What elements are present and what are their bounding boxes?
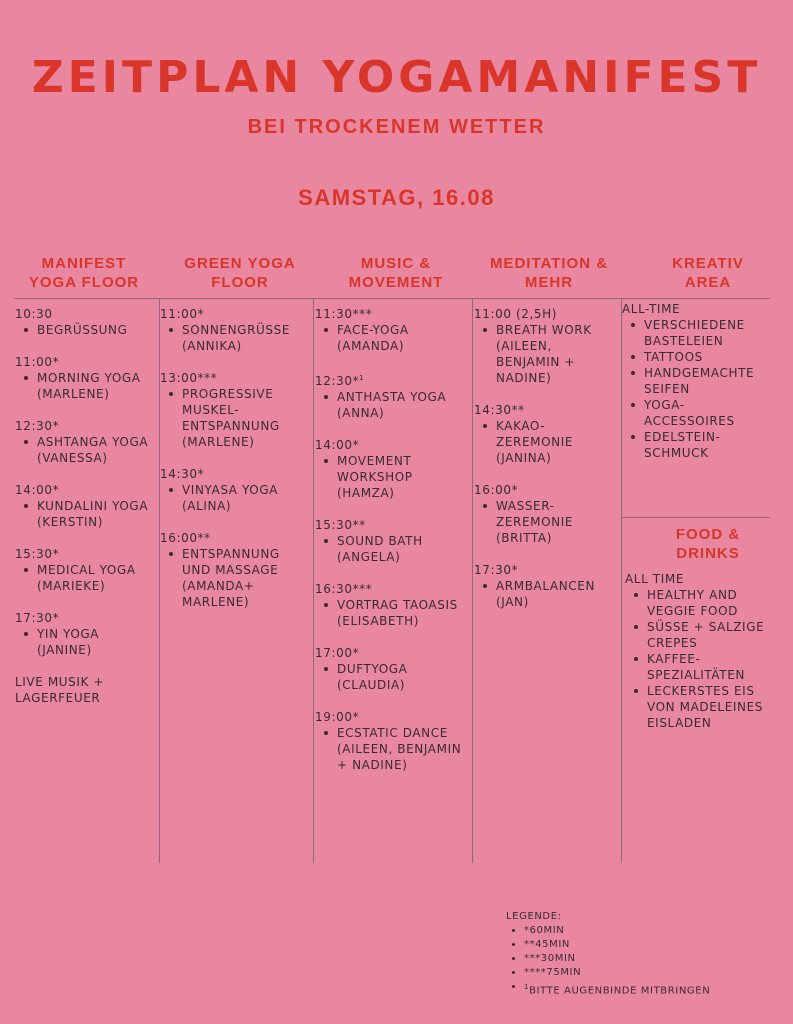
food-list — [625, 587, 775, 731]
session-item: MORNING YOGA (MARLENE) — [15, 370, 155, 402]
slot-time — [315, 581, 470, 597]
slot-time-text: 14:00* — [315, 438, 360, 452]
slot-time — [15, 482, 155, 498]
slot-time — [160, 466, 308, 482]
legend — [506, 910, 710, 998]
schedule-slot — [315, 709, 470, 773]
session-item: SONNENGRÜSSE (ANNIKA) — [160, 322, 308, 354]
schedule-slot — [160, 530, 308, 610]
schedule-slot — [160, 306, 308, 354]
schedule-slot — [15, 418, 155, 466]
slot-time-text: 15:30** — [315, 518, 366, 532]
schedule-slot — [315, 645, 470, 693]
legend-item: *60MIN — [506, 924, 710, 938]
slot-time — [315, 370, 470, 389]
schedule-slot — [474, 482, 614, 546]
session-item: EDELSTEIN-SCHMUCK — [622, 429, 772, 461]
slot-time — [315, 306, 470, 322]
food-item: SÜSSE + SALZIGE CREPES — [625, 619, 775, 651]
slot-time-text: 17:00* — [315, 646, 360, 660]
schedule-slot — [15, 610, 155, 658]
session-item: BREATH WORK (AILEEN, BENJAMIN + NADINE) — [474, 322, 614, 386]
schedule-slot — [160, 466, 308, 514]
column-divider — [472, 298, 473, 863]
slot-time-text: 11:00* — [15, 355, 60, 369]
column-heading: MANIFEST YOGA FLOOR — [28, 255, 140, 291]
slot-time-text: 10:30 — [15, 307, 53, 321]
slot-time — [622, 301, 772, 317]
page-subtitle: BEI TROCKENEM WETTER — [247, 116, 546, 138]
column-heading: GREEN YOGA FLOOR — [184, 255, 296, 291]
header-divider — [14, 298, 770, 299]
session-item: YOGA-ACCESSOIRES — [622, 397, 772, 429]
schedule-slot — [474, 562, 614, 610]
schedule-slot — [315, 437, 470, 501]
schedule-slot — [15, 354, 155, 402]
schedule-column-meditation — [474, 306, 614, 626]
slot-time — [160, 306, 308, 322]
food-section — [625, 571, 775, 731]
session-item: KAKAO-ZEREMONIE (JANINA) — [474, 418, 614, 466]
legend-note: BITTE AUGENBINDE MITBRINGEN — [529, 985, 711, 997]
footnote-marker: 1 — [359, 374, 365, 382]
slot-time — [15, 546, 155, 562]
slot-time-text: 13:00*** — [160, 371, 218, 385]
day-heading: SAMSTAG, 16.08 — [298, 185, 495, 210]
slot-time — [474, 562, 614, 578]
legend-list — [506, 924, 710, 980]
schedule-column-manifest — [15, 306, 155, 706]
slot-time-text: 19:00* — [315, 710, 360, 724]
schedule-slot — [474, 306, 614, 386]
slot-time — [315, 645, 470, 661]
slot-time-text: 11:30*** — [315, 307, 373, 321]
session-item: KUNDALINI YOGA (KERSTIN) — [15, 498, 155, 530]
legend-item: ***30MIN — [506, 952, 710, 966]
food-heading: FOOD & DRINKS — [675, 526, 741, 562]
column-divider — [313, 298, 314, 863]
slot-time — [474, 306, 614, 322]
food-time: ALL TIME — [625, 572, 684, 586]
schedule-column-kreativ — [622, 301, 772, 477]
session-item: VERSCHIEDENE BASTELEIEN — [622, 317, 772, 349]
slot-time — [160, 530, 308, 546]
legend-note-marker: 1 — [524, 983, 530, 991]
food-item: KAFFEE-SPEZIALITÄTEN — [625, 651, 775, 683]
slot-time-text: 17:30* — [474, 563, 519, 577]
slot-time-text: 12:30* — [15, 419, 60, 433]
slot-time-text: 14:30* — [160, 467, 205, 481]
slot-time — [15, 418, 155, 434]
food-item: HEALTHY AND VEGGIE FOOD — [625, 587, 775, 619]
session-item: TATTOOS — [622, 349, 772, 365]
page-title: ZEITPLAN YOGAMANIFEST — [31, 52, 762, 103]
slot-time-text: ALL-TIME — [622, 302, 681, 316]
schedule-slot — [15, 482, 155, 530]
slot-time-text: 14:30** — [474, 403, 525, 417]
slot-time-text: 12:30* — [315, 374, 360, 388]
session-item: ECSTATIC DANCE (AILEEN, BENJAMIN + NADINE) — [315, 725, 470, 773]
schedule-slot — [622, 301, 772, 461]
slot-time-text: 16:00* — [474, 483, 519, 497]
session-item: WASSER-ZEREMONIE (BRITTA) — [474, 498, 614, 546]
session-item: HANDGEMACHTE SEIFEN — [622, 365, 772, 397]
slot-time-text: 16:00** — [160, 531, 211, 545]
schedule-slot — [315, 370, 470, 421]
column-heading: MEDITATION & MEHR — [489, 255, 609, 291]
slot-time-text: 11:00* — [160, 307, 205, 321]
legend-item: ****75MIN — [506, 966, 710, 980]
legend-item: **45MIN — [506, 938, 710, 952]
session-item: VINYASA YOGA (ALINA) — [160, 482, 308, 514]
session-item: MEDICAL YOGA (MARIEKE) — [15, 562, 155, 594]
extra-note: LIVE MUSIK + LAGERFEUER — [15, 675, 105, 705]
slot-time — [15, 306, 155, 322]
food-item: LECKERSTES EIS VON MADELEINES EISLADEN — [625, 683, 775, 731]
session-item: FACE-YOGA (AMANDA) — [315, 322, 470, 354]
legend-title: LEGENDE: — [506, 911, 562, 922]
session-item: BEGRÜSSUNG — [15, 322, 155, 338]
session-item: ANTHASTA YOGA (ANNA) — [315, 389, 470, 421]
slot-time — [315, 437, 470, 453]
slot-time — [315, 517, 470, 533]
session-item: DUFTYOGA (CLAUDIA) — [315, 661, 470, 693]
schedule-slot — [474, 402, 614, 466]
schedule-column-green-yoga — [160, 306, 308, 626]
session-item: MOVEMENT WORKSHOP (HAMZA) — [315, 453, 470, 501]
slot-time-text: 17:30* — [15, 611, 60, 625]
schedule-slot — [15, 546, 155, 594]
slot-time-text: 14:00* — [15, 483, 60, 497]
schedule-slot — [315, 306, 470, 354]
session-item: ARMBALANCEN (JAN) — [474, 578, 614, 610]
slot-time — [474, 482, 614, 498]
kreativ-food-divider — [622, 517, 770, 518]
schedule-slot — [315, 517, 470, 565]
schedule-slot — [315, 581, 470, 629]
column-heading: MUSIC & MOVEMENT — [348, 255, 444, 291]
session-item: ENTSPANNUNG UND MASSAGE (AMANDA+ MARLENE) — [160, 546, 308, 610]
slot-time — [15, 354, 155, 370]
slot-time-text: 11:00 (2,5H) — [474, 307, 558, 321]
slot-time — [315, 709, 470, 725]
slot-time-text: 16:30*** — [315, 582, 373, 596]
session-item: ASHTANGA YOGA (VANESSA) — [15, 434, 155, 466]
slot-time — [15, 610, 155, 626]
column-heading: KREATIV AREA — [672, 255, 744, 291]
slot-time — [160, 370, 308, 386]
session-item: SOUND BATH (ANGELA) — [315, 533, 470, 565]
legend-item — [506, 980, 710, 998]
session-item: VORTRAG TAOASIS (ELISABETH) — [315, 597, 470, 629]
schedule-slot — [160, 370, 308, 450]
slot-time-text: 15:30* — [15, 547, 60, 561]
session-item: PROGRESSIVE MUSKEL-ENTSPANNUNG (MARLENE) — [160, 386, 308, 450]
schedule-slot — [15, 306, 155, 338]
slot-time — [474, 402, 614, 418]
session-item: YIN YOGA (JANINE) — [15, 626, 155, 658]
schedule-column-music-movement — [315, 306, 470, 789]
